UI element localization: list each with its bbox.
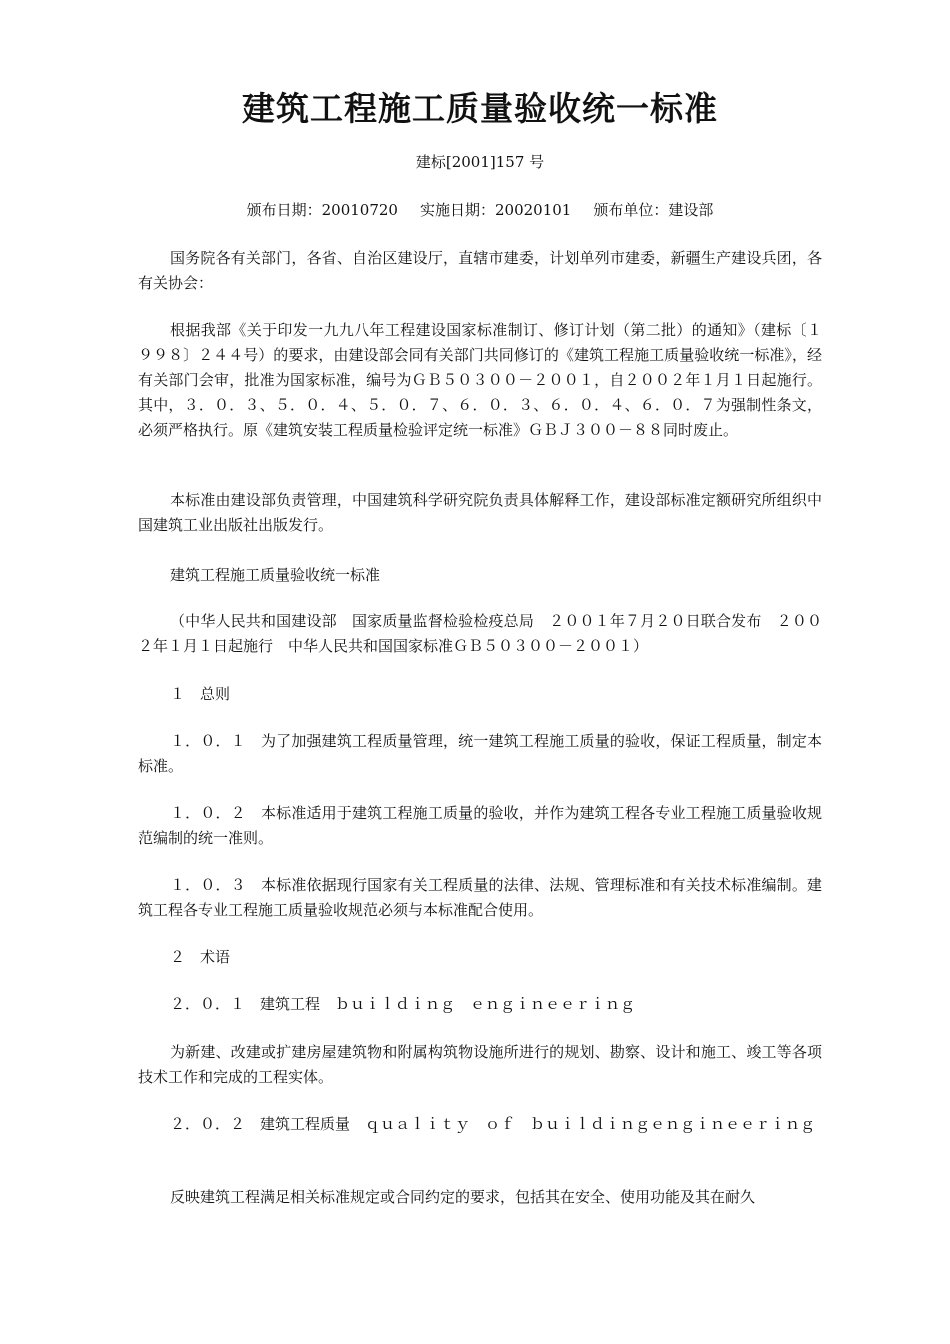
term-2-0-2-definition: 反映建筑工程满足相关标准规定或合同约定的要求，包括其在安全、使用功能及其在耐久 xyxy=(170,1188,756,1206)
document-title: 建筑工程施工质量验收统一标准 xyxy=(242,89,718,128)
effective-date: 实施日期：20020101 xyxy=(419,201,572,219)
publication-note: （中华人民共和国建设部 国家质量监督检验检疫总局 ２００１年７月２０日联合发布 ２００２年１月１日起施行 中华人民共和国国家标准ＧＢ５０３００－２００１） xyxy=(138,612,822,655)
section-heading-general: １ 总则 xyxy=(170,685,231,703)
approval-paragraph: 根据我部《关于印发一九九八年工程建设国家标准制订、修订计划（第二批）的通知》（建标〔１９９８〕２４４号）的要求，由建设部会同有关部门共同修订的《建筑工程施工质量验收统一标准》，经有关部门会审，批准为国家标准，编号为ＧＢ５０３００－２００１，自２００２年１月１日起施行。其中，３．０．３、５．０．４、５．０．７、６．０．３、６．０．４、６．０．７为强制性条文，必须严格执行。原《建筑安装工程质量检验评定统一标准》ＧＢＪ３００－８８同时废止。 xyxy=(138,321,822,439)
clause-1-0-1: １．０．１ 为了加强建筑工程质量管理，统一建筑工程施工质量的验收，保证工程质量，制定本标准。 xyxy=(138,732,822,775)
term-2-0-2: ２．０．２ 建筑工程质量 ｑｕａｌｉｔｙ ｏｆ ｂｕｉｌｄｉｎｇｅｎｇｉｎｅｅｒｉｎｇ xyxy=(170,1115,816,1133)
management-paragraph: 本标准由建设部负责管理，中国建筑科学研究院负责具体解释工作，建设部标准定额研究所组织中国建筑工业出版社出版发行。 xyxy=(138,491,822,534)
standard-subtitle: 建筑工程施工质量验收统一标准 xyxy=(170,566,381,584)
clause-1-0-3: １．０．３ 本标准依据现行国家有关工程质量的法律、法规、管理标准和有关技术标准编制。建筑工程各专业工程施工质量验收规范必须与本标准配合使用。 xyxy=(138,876,822,919)
term-2-0-1: ２．０．１ 建筑工程 ｂｕｉｌｄｉｎｇ ｅｎｇｉｎｅｅｒｉｎｇ xyxy=(170,995,636,1013)
document-number: 建标[2001]157 号 xyxy=(415,153,545,171)
term-2-0-1-definition: 为新建、改建或扩建房屋建筑物和附属构筑物设施所进行的规划、勘察、设计和施工、竣工等各项技术工作和完成的工程实体。 xyxy=(138,1043,822,1086)
clause-1-0-2: １．０．２ 本标准适用于建筑工程施工质量的验收，并作为建筑工程各专业工程施工质量验收规范编制的统一准则。 xyxy=(138,804,822,847)
date-line xyxy=(138,200,822,220)
addressee-paragraph: 国务院各有关部门，各省、自治区建设厅，直辖市建委，计划单列市建委，新疆生产建设兵团，各有关协会： xyxy=(138,249,822,292)
issuer: 颁布单位：建设部 xyxy=(593,201,714,219)
section-heading-terms: ２ 术语 xyxy=(170,948,231,966)
issue-date: 颁布日期：20010720 xyxy=(246,201,398,219)
